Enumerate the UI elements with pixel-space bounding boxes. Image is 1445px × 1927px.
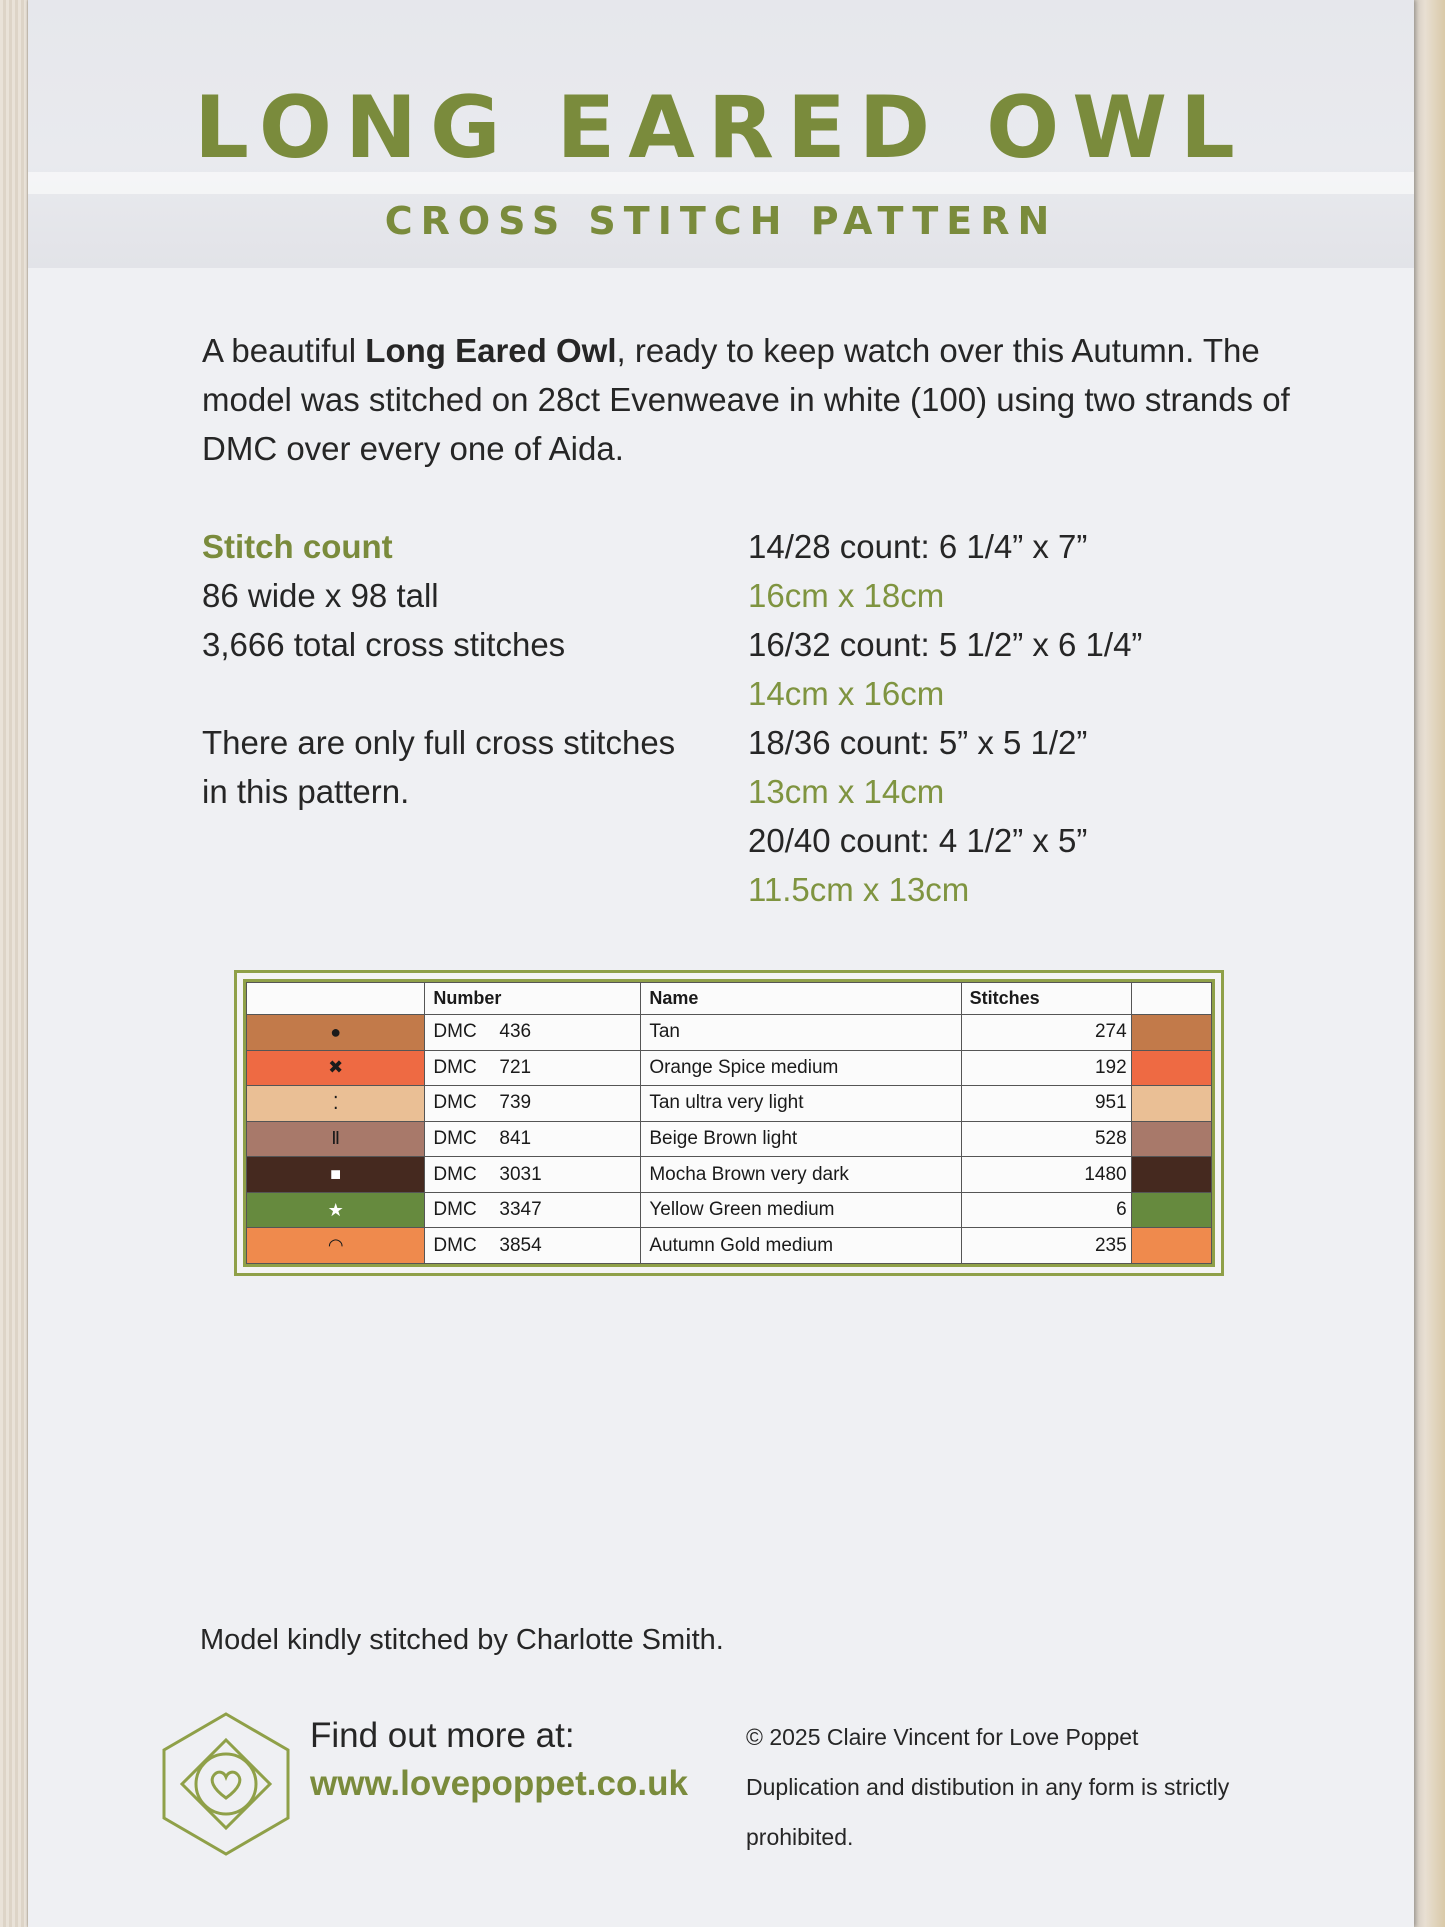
brand-text: DMC — [433, 1163, 477, 1185]
symbol-cell — [247, 1121, 425, 1157]
number-cell — [425, 1228, 641, 1264]
table-row — [247, 1192, 1212, 1228]
stitches-cell: 951 — [961, 1086, 1131, 1122]
pattern-sheet — [28, 0, 1414, 1927]
size-count-14: 14/28 count: 6 1/4” x 7” — [748, 528, 1088, 565]
number-cell — [425, 1086, 641, 1122]
brand-text: DMC — [433, 1127, 477, 1149]
symbol-cell — [247, 1228, 425, 1264]
size-metric-16: 14cm x 16cm — [748, 675, 945, 712]
table-row — [247, 1121, 1212, 1157]
name-cell: Orange Spice medium — [641, 1050, 961, 1086]
table-row — [247, 1015, 1212, 1051]
thread-key-table — [246, 982, 1212, 1264]
size-count-18: 18/36 count: 5” x 5 1/2” — [748, 724, 1088, 761]
name-cell: Autumn Gold medium — [641, 1228, 961, 1264]
name-cell: Tan ultra very light — [641, 1086, 961, 1122]
stitch-dimensions: 86 wide x 98 tall — [202, 577, 439, 614]
color-swatch — [1131, 1086, 1211, 1122]
stitch-count-section — [202, 522, 722, 816]
brand-text: DMC — [433, 1234, 477, 1256]
name-cell: Tan — [641, 1015, 961, 1051]
size-count-16: 16/32 count: 5 1/2” x 6 1/4” — [748, 626, 1143, 663]
size-metric-14: 16cm x 18cm — [748, 577, 945, 614]
number-cell — [425, 1015, 641, 1051]
find-out-label: Find out more at: — [310, 1716, 575, 1755]
name-cell: Beige Brown light — [641, 1121, 961, 1157]
website-link[interactable]: www.lovepoppet.co.uk — [310, 1764, 688, 1803]
intro-text-start: A beautiful — [202, 332, 366, 369]
symbol-cell — [247, 1086, 425, 1122]
thread-key-frame — [234, 970, 1224, 1276]
code-text: 3031 — [499, 1163, 542, 1185]
stitch-note-line1: There are only full cross stitches — [202, 724, 676, 761]
stitch-total: 3,666 total cross stitches — [202, 626, 566, 663]
size-count-20: 20/40 count: 4 1/2” x 5” — [748, 822, 1088, 859]
color-swatch — [1131, 1050, 1211, 1086]
symbol-glyph: ★ — [327, 1199, 344, 1220]
table-row — [247, 1157, 1212, 1193]
table-row — [247, 1228, 1212, 1264]
intro-text-rest: , ready to keep watch over this Autumn. The model was stitched on 28ct Evenweave in white (100) using two strands of DMC over every one of Aida. — [202, 332, 1290, 467]
size-metric-20: 11.5cm x 13cm — [748, 871, 970, 908]
color-swatch — [1131, 1157, 1211, 1193]
symbol-glyph: ● — [330, 1021, 342, 1042]
backdrop-right — [1412, 0, 1445, 1927]
brand-text: DMC — [433, 1092, 477, 1114]
page-subtitle: CROSS STITCH PATTERN — [384, 199, 1058, 243]
model-credit: Model kindly stitched by Charlotte Smith. — [200, 1624, 724, 1656]
symbol-glyph: ■ — [330, 1164, 342, 1185]
heart-hexagon-logo-icon — [152, 1710, 300, 1858]
page-title: LONG EARED OWL — [194, 78, 1248, 178]
code-text: 3854 — [499, 1234, 542, 1256]
copyright-notice — [746, 1712, 1246, 1862]
thread-key-inner-frame — [243, 979, 1215, 1267]
symbol-cell — [247, 1192, 425, 1228]
color-swatch — [1131, 1228, 1211, 1264]
number-cell — [425, 1157, 641, 1193]
header-number: Number — [425, 983, 641, 1015]
number-cell — [425, 1050, 641, 1086]
stitches-cell: 192 — [961, 1050, 1131, 1086]
stitches-cell: 274 — [961, 1015, 1131, 1051]
stitches-cell: 6 — [961, 1192, 1131, 1228]
symbol-cell — [247, 1157, 425, 1193]
color-swatch — [1131, 1121, 1211, 1157]
symbol-glyph: ◠ — [327, 1235, 344, 1256]
code-text: 721 — [499, 1056, 532, 1078]
number-cell — [425, 1192, 641, 1228]
finished-sizes-section — [748, 522, 1308, 914]
symbol-glyph: Ⅱ — [331, 1128, 341, 1149]
stitch-count-heading: Stitch count — [202, 528, 393, 565]
symbol-cell — [247, 1015, 425, 1051]
name-cell: Yellow Green medium — [641, 1192, 961, 1228]
thread-key-body — [247, 1015, 1212, 1264]
stitches-cell: 528 — [961, 1121, 1131, 1157]
copyright-line2: Duplication and distibution in any form is strictly — [746, 1774, 1230, 1800]
number-cell — [425, 1121, 641, 1157]
code-text: 3347 — [499, 1199, 542, 1221]
intro-paragraph — [202, 326, 1292, 473]
backdrop-left — [0, 0, 30, 1927]
header-name: Name — [641, 983, 961, 1015]
stitch-note-line2: in this pattern. — [202, 773, 410, 810]
table-header-row — [247, 983, 1212, 1015]
table-row — [247, 1050, 1212, 1086]
brand-text: DMC — [433, 1021, 477, 1043]
symbol-glyph: ⁚ — [332, 1092, 339, 1113]
color-swatch — [1131, 1192, 1211, 1228]
copyright-line1: © 2025 Claire Vincent for Love Poppet — [746, 1724, 1139, 1750]
brand-text: DMC — [433, 1056, 477, 1078]
code-text: 739 — [499, 1092, 532, 1114]
header-swatch — [1131, 983, 1211, 1015]
symbol-cell — [247, 1050, 425, 1086]
size-metric-18: 13cm x 14cm — [748, 773, 945, 810]
color-swatch — [1131, 1015, 1211, 1051]
header-symbol — [247, 983, 425, 1015]
code-text: 436 — [499, 1021, 532, 1043]
copyright-line3: prohibited. — [746, 1824, 854, 1850]
stitches-cell: 1480 — [961, 1157, 1131, 1193]
brand-text: DMC — [433, 1199, 477, 1221]
table-row — [247, 1086, 1212, 1122]
header-stitches: Stitches — [961, 983, 1131, 1015]
name-cell: Mocha Brown very dark — [641, 1157, 961, 1193]
stitches-cell: 235 — [961, 1228, 1131, 1264]
intro-bold-name: Long Eared Owl — [365, 332, 617, 369]
symbol-glyph: ✖ — [328, 1057, 344, 1078]
code-text: 841 — [499, 1127, 532, 1149]
spacer — [202, 669, 722, 718]
